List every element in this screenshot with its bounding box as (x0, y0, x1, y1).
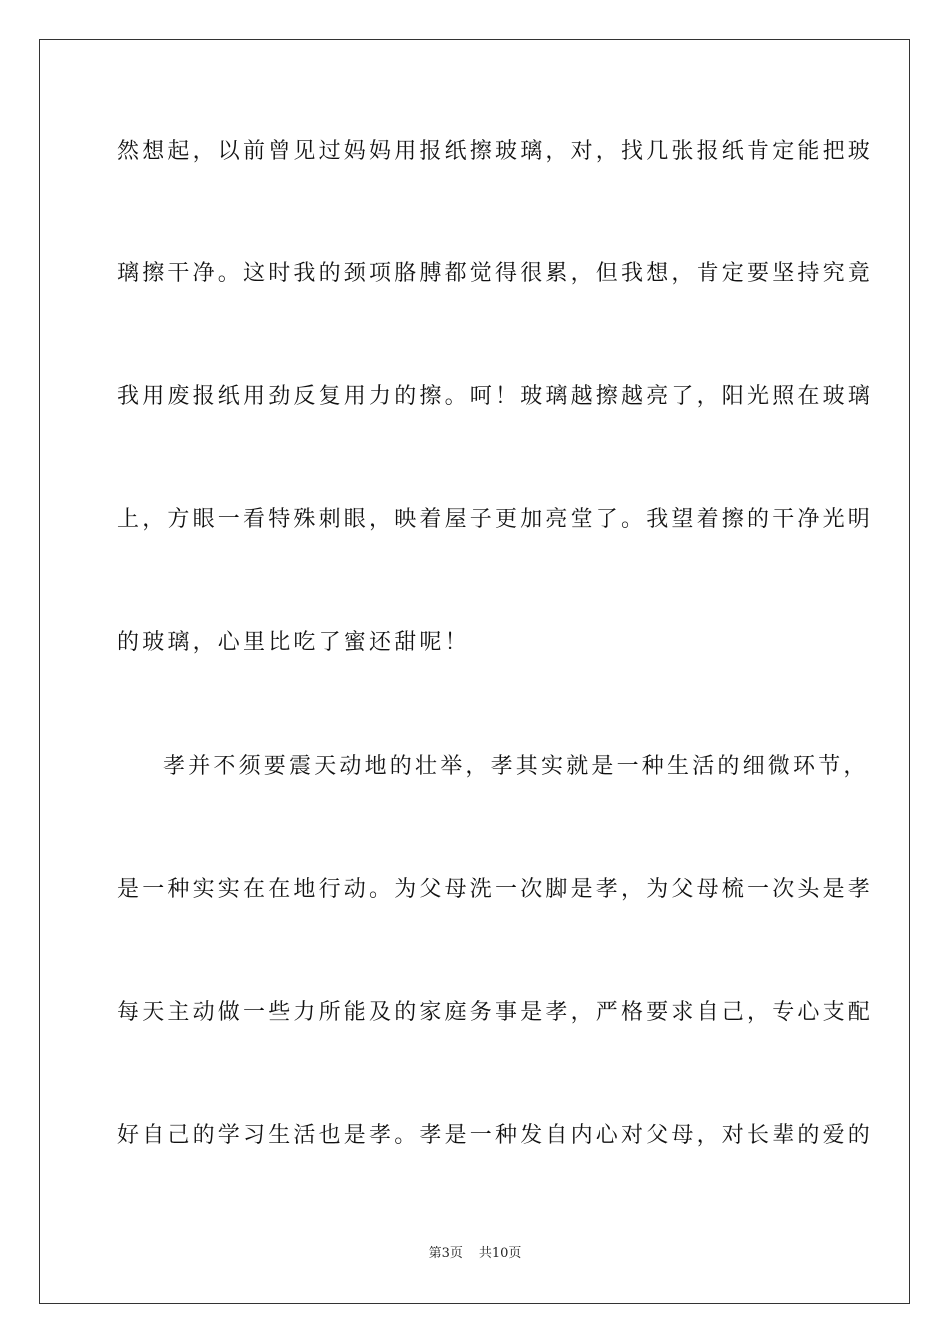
body-line-5: 的玻璃，心里比吃了蜜还甜呢！ (117, 630, 470, 655)
body-line-6-paragraph-start: 孝并不须要震天动地的壮举，孝其实就是一种生活的细微环节， (163, 754, 869, 779)
page-footer (0, 1245, 950, 1263)
body-line-9: 好自己的学习生活也是孝。孝是一种发自内心对父母，对长辈的爱的 (117, 1123, 874, 1148)
page-border (39, 39, 910, 1304)
body-line-7: 是一种实实在在地行动。为父母洗一次脚是孝，为父母梳一次头是孝 (117, 877, 874, 902)
body-line-1: 然想起，以前曾见过妈妈用报纸擦玻璃，对，找几张报纸肯定能把玻 (117, 139, 874, 164)
body-line-3: 我用废报纸用劲反复用力的擦。呵！玻璃越擦越亮了，阳光照在玻璃 (117, 384, 874, 409)
body-line-8: 每天主动做一些力所能及的家庭务事是孝，严格要求自己，专心支配 (117, 1000, 874, 1025)
page-number: 第3页 (428, 1246, 463, 1261)
page-total: 共10页 (478, 1246, 522, 1261)
body-line-2: 璃擦干净。这时我的颈项胳膊都觉得很累，但我想，肯定要坚持究竟 (117, 261, 874, 286)
body-line-4: 上，方眼一看特殊刺眼，映着屋子更加亮堂了。我望着擦的干净光明 (117, 507, 874, 532)
